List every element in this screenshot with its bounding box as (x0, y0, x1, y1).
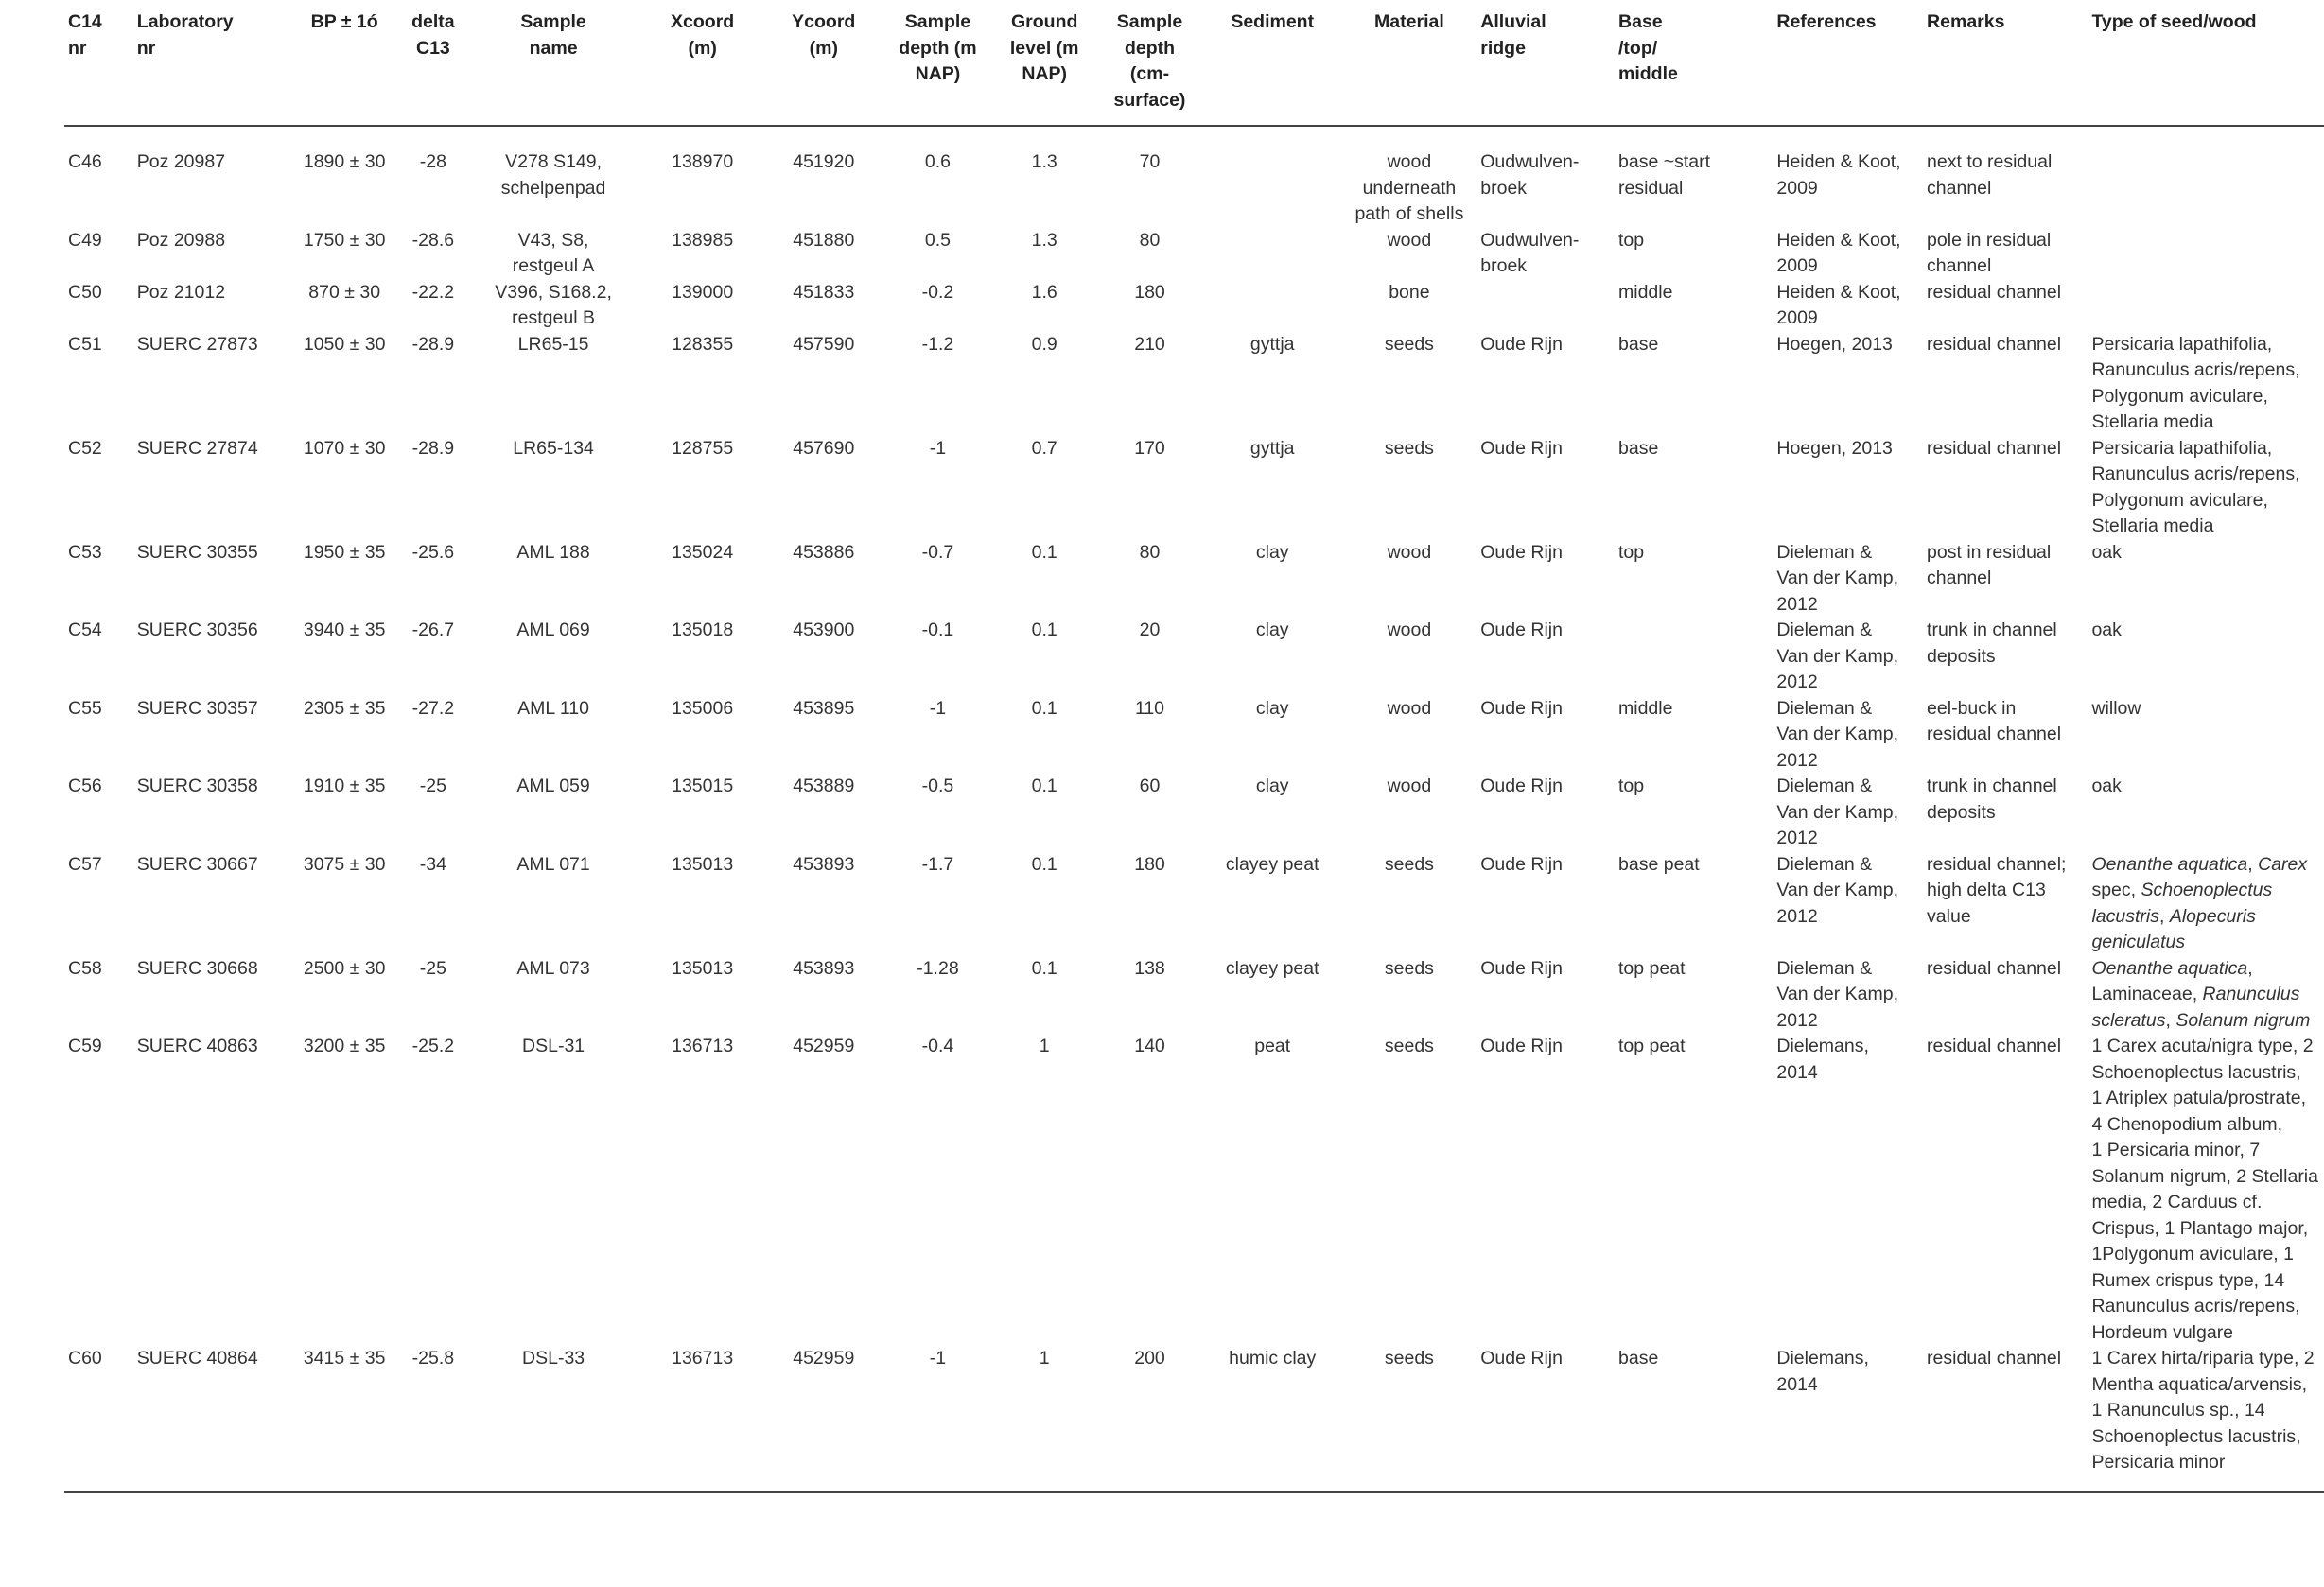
cell-references: Heiden & Koot, 2009 (1776, 281, 1901, 328)
cell-xcoord: 135024 (672, 541, 734, 563)
cell-xcoord: 136713 (672, 1036, 734, 1056)
cell-bp: 1950 ± 35 (303, 541, 386, 563)
cell-c14-nr: C59 (68, 1036, 102, 1056)
cell-ycoord: 453900 (793, 619, 855, 640)
cell-material: wood (1387, 776, 1432, 796)
cell-remarks: pole in residual channel (1927, 229, 2052, 276)
cell-material: wood (1387, 229, 1432, 251)
cell-sample-name: AML 069 (516, 619, 590, 640)
table-row (64, 1034, 2324, 1346)
table-row (64, 956, 2324, 1035)
cell-laboratory-nr: SUERC 27873 (136, 333, 258, 355)
cell-references: Dielemans, 2014 (1773, 1346, 1923, 1492)
cell-type-of-seed-wood (2088, 228, 2324, 280)
cell-laboratory-nr: SUERC 30356 (136, 619, 258, 640)
cell-base-top-middle: top (1618, 541, 1645, 563)
cell-sample-depth-nap: -1.2 (921, 333, 954, 355)
cell-ycoord: 451920 (793, 151, 855, 172)
cell-c14-nr: C50 (68, 281, 102, 303)
cell-alluvial-ridge: Oude Rijn (1480, 957, 1563, 979)
cell-ground-level: 1.3 (1031, 229, 1057, 251)
cell-ycoord: 457690 (793, 437, 855, 459)
cell-base-top-middle: base (1618, 333, 1659, 355)
cell-references: Dieleman & Van der Kamp, 2012 (1776, 853, 1899, 927)
cell-ground-level: 0.1 (1031, 776, 1057, 796)
cell-references: Dieleman & Van der Kamp, 2012 (1776, 697, 1899, 771)
cell-sample-depth-surface: 60 (1139, 776, 1161, 796)
header-sample-depth-surface: Sample depth (cm- surface) (1096, 9, 1203, 126)
header-base-top-middle: Base /top/ middle (1615, 9, 1773, 126)
cell-sample-name: V43, S8, restgeul A (512, 229, 595, 276)
cell-sediment: clayey peat (1225, 853, 1319, 875)
cell-bp: 3200 ± 35 (303, 1036, 386, 1056)
cell-c14-nr: C49 (68, 229, 102, 251)
cell-remarks: residual channel (1927, 957, 2062, 979)
cell-base-top-middle (1615, 618, 1773, 696)
cell-type-of-seed-wood: Persicaria lapathifolia, Ranunculus acris/repens, Polygonum aviculare, Stellaria media (2091, 333, 2300, 432)
cell-delta-c13: -26.7 (411, 619, 455, 640)
cell-references: Dieleman & Van der Kamp, 2012 (1776, 541, 1899, 615)
cell-remarks: residual channel (1927, 333, 2062, 355)
radiocarbon-dates-table (64, 9, 2324, 1493)
cell-remarks: residual channel (1923, 1346, 2088, 1492)
cell-sample-depth-nap: -1.28 (917, 957, 959, 979)
cell-xcoord: 128355 (672, 333, 734, 355)
cell-ground-level: 0.9 (1031, 333, 1057, 355)
cell-c14-nr: C57 (68, 853, 102, 875)
cell-c14-nr: C60 (64, 1346, 133, 1492)
cell-sediment: peat (1254, 1036, 1291, 1056)
cell-alluvial-ridge: Oude Rijn (1480, 853, 1563, 875)
cell-sample-name: AML 071 (516, 853, 590, 875)
cell-delta-c13: -28.9 (411, 333, 455, 355)
header-ground-level: Ground level (m NAP) (992, 9, 1096, 126)
cell-xcoord: 135013 (672, 957, 734, 979)
cell-base-top-middle: top peat (1618, 1036, 1686, 1056)
cell-sample-depth-surface: 20 (1139, 619, 1161, 640)
cell-c14-nr: C54 (68, 619, 102, 640)
cell-sample-name: LR65-15 (517, 333, 589, 355)
cell-ground-level: 1.3 (1031, 151, 1057, 172)
header-c14-nr: C14 nr (64, 9, 133, 126)
header-type-of-seed-wood: Type of seed/wood (2088, 9, 2324, 126)
table-row (64, 126, 2324, 228)
cell-type-of-seed-wood (2088, 126, 2324, 228)
table-row (64, 540, 2324, 619)
cell-remarks: trunk in channel deposits (1927, 776, 2057, 823)
cell-laboratory-nr: SUERC 40863 (136, 1036, 258, 1056)
cell-ground-level: 0.1 (1031, 619, 1057, 640)
cell-laboratory-nr: SUERC 30358 (136, 776, 258, 796)
table-row (64, 332, 2324, 436)
cell-c14-nr: C46 (68, 151, 102, 172)
cell-sample-name: V278 S149, schelpenpad (500, 151, 606, 199)
cell-sediment (1203, 280, 1342, 332)
header-material: Material (1342, 9, 1477, 126)
cell-xcoord: 138970 (672, 151, 734, 172)
cell-ground-level: 1 (992, 1346, 1096, 1492)
cell-bp: 2305 ± 35 (303, 697, 386, 719)
cell-sample-depth-nap: -0.1 (921, 619, 954, 640)
cell-alluvial-ridge: Oude Rijn (1480, 619, 1563, 640)
cell-remarks: residual channel (1927, 437, 2062, 459)
cell-material: wood (1387, 697, 1432, 719)
cell-ground-level: 0.1 (1031, 697, 1057, 719)
cell-delta-c13: -25.6 (411, 541, 455, 563)
cell-sample-depth-surface: 110 (1134, 697, 1165, 719)
cell-laboratory-nr: SUERC 30667 (136, 853, 258, 875)
header-alluvial-ridge: Alluvial ridge (1477, 9, 1615, 126)
cell-remarks: residual channel (1927, 281, 2062, 303)
cell-sample-name: AML 188 (516, 541, 590, 563)
cell-sample-depth-nap: -0.5 (921, 776, 954, 796)
cell-bp: 1910 ± 35 (303, 776, 386, 796)
table-row (64, 774, 2324, 852)
cell-xcoord: 136713 (640, 1346, 764, 1492)
table-row (64, 1346, 2324, 1492)
cell-sample-depth-nap: 0.6 (924, 151, 951, 172)
header-laboratory-nr: Laboratory nr (133, 9, 289, 126)
cell-ycoord: 453893 (793, 957, 855, 979)
cell-ground-level: 0.1 (1031, 957, 1057, 979)
cell-type-of-seed-wood: 1 Carex hirta/riparia type, 2 Mentha aquatica/arvensis, 1 Ranunculus sp., 14 Schoenoplectus lacustris, Persicaria minor (2088, 1346, 2324, 1492)
cell-sediment: gyttja (1249, 333, 1295, 355)
cell-ycoord: 452959 (793, 1036, 855, 1056)
cell-sediment: gyttja (1249, 437, 1295, 459)
cell-ycoord: 452959 (764, 1346, 883, 1492)
cell-ground-level: 0.7 (1031, 437, 1057, 459)
cell-references: Heiden & Koot, 2009 (1776, 151, 1901, 199)
cell-type-of-seed-wood: oak (2091, 776, 2122, 796)
cell-sediment (1203, 228, 1342, 280)
cell-sample-depth-surface: 70 (1139, 151, 1161, 172)
cell-sample-depth-surface: 210 (1134, 333, 1165, 355)
cell-type-of-seed-wood: oak (2091, 541, 2122, 563)
table-header-row (64, 9, 2324, 126)
cell-bp: 3075 ± 30 (303, 853, 386, 875)
cell-delta-c13: -25 (419, 776, 446, 796)
cell-delta-c13: -27.2 (411, 697, 455, 719)
header-remarks: Remarks (1923, 9, 2088, 126)
cell-delta-c13: -28 (419, 151, 446, 172)
cell-delta-c13: -22.2 (411, 281, 455, 303)
cell-material: seeds (1384, 333, 1434, 355)
cell-base-top-middle: base peat (1618, 853, 1700, 875)
cell-ycoord: 453889 (793, 776, 855, 796)
cell-sample-name: AML 110 (517, 697, 590, 719)
cell-alluvial-ridge: Oude Rijn (1480, 697, 1563, 719)
cell-alluvial-ridge: Oudwulven- broek (1480, 229, 1580, 276)
cell-sample-depth-surface: 140 (1134, 1036, 1165, 1056)
cell-laboratory-nr: SUERC 40864 (133, 1346, 289, 1492)
cell-ycoord: 457590 (793, 333, 855, 355)
cell-ycoord: 451833 (793, 281, 855, 303)
cell-sample-depth-nap: 0.5 (924, 229, 951, 251)
cell-base-top-middle: base ~start residual (1618, 151, 1711, 199)
cell-sediment: humic clay (1203, 1346, 1342, 1492)
cell-ground-level: 1.6 (1031, 281, 1057, 303)
cell-sediment: clay (1255, 619, 1289, 640)
header-bp: BP ± 1ó (288, 9, 400, 126)
cell-ground-level: 0.1 (1031, 541, 1057, 563)
cell-base-top-middle: middle (1618, 281, 1673, 303)
cell-xcoord: 135015 (672, 776, 734, 796)
cell-ycoord: 451880 (793, 229, 855, 251)
cell-alluvial-ridge: Oude Rijn (1480, 333, 1563, 355)
cell-base-top-middle: top (1618, 229, 1645, 251)
cell-remarks: trunk in channel deposits (1927, 619, 2057, 667)
cell-bp: 1750 ± 30 (303, 229, 386, 251)
cell-ycoord: 453895 (793, 697, 855, 719)
cell-xcoord: 135018 (672, 619, 734, 640)
cell-laboratory-nr: SUERC 30355 (136, 541, 258, 563)
cell-base-top-middle: base (1615, 1346, 1773, 1492)
cell-remarks: post in residual channel (1927, 541, 2052, 588)
cell-references: Dieleman & Van der Kamp, 2012 (1776, 776, 1899, 848)
cell-base-top-middle: base (1618, 437, 1659, 459)
cell-sediment: clay (1255, 776, 1289, 796)
cell-remarks: next to residual channel (1927, 151, 2053, 199)
cell-references: Dieleman & Van der Kamp, 2012 (1776, 957, 1899, 1031)
cell-sample-name: DSL-31 (522, 1036, 585, 1056)
cell-delta-c13: -25.2 (411, 1036, 455, 1056)
cell-sediment: clay (1255, 697, 1289, 719)
table-row (64, 852, 2324, 956)
cell-delta-c13: -34 (419, 853, 446, 875)
cell-delta-c13: -28.6 (411, 229, 455, 251)
cell-sediment: clayey peat (1225, 957, 1319, 979)
cell-c14-nr: C58 (68, 957, 102, 979)
cell-alluvial-ridge (1477, 280, 1615, 332)
cell-sample-depth-nap: -0.4 (921, 1036, 954, 1056)
cell-alluvial-ridge: Oude Rijn (1480, 1036, 1563, 1056)
cell-xcoord: 135013 (672, 853, 734, 875)
cell-bp: 870 ± 30 (308, 281, 381, 303)
cell-alluvial-ridge: Oude Rijn (1480, 541, 1563, 563)
cell-sample-depth-surface: 180 (1134, 853, 1165, 875)
cell-laboratory-nr: SUERC 27874 (136, 437, 258, 459)
cell-references: Hoegen, 2013 (1776, 333, 1893, 355)
cell-references: Hoegen, 2013 (1776, 437, 1893, 459)
cell-remarks: eel-buck in residual channel (1927, 697, 2062, 744)
cell-alluvial-ridge: Oude Rijn (1480, 437, 1563, 459)
cell-sample-depth-nap: -0.7 (921, 541, 954, 563)
header-references: References (1773, 9, 1923, 126)
cell-sample-name: AML 059 (516, 776, 590, 796)
table-row (64, 696, 2324, 775)
cell-c14-nr: C53 (68, 541, 102, 563)
cell-c14-nr: C56 (68, 776, 102, 796)
cell-sample-depth-nap: -1 (929, 437, 947, 459)
cell-type-of-seed-wood: Persicaria lapathifolia, Ranunculus acris/repens, Polygonum aviculare, Stellaria media (2091, 437, 2300, 536)
cell-material: seeds (1384, 853, 1434, 875)
cell-bp: 1050 ± 30 (303, 333, 386, 355)
header-sample-name: Sample name (466, 9, 641, 126)
cell-sample-depth-nap: -1 (883, 1346, 993, 1492)
cell-laboratory-nr: SUERC 30668 (136, 957, 258, 979)
cell-type-of-seed-wood: Oenanthe aquatica, Carex spec, Schoenoplectus lacustris, Alopecuris geniculatus (2091, 853, 2308, 952)
cell-material: seeds (1384, 957, 1434, 979)
header-ycoord: Ycoord (m) (764, 9, 883, 126)
cell-sample-depth-nap: -1.7 (921, 853, 954, 875)
cell-laboratory-nr: SUERC 30357 (136, 697, 258, 719)
cell-references: Dieleman & Van der Kamp, 2012 (1776, 619, 1899, 692)
cell-c14-nr: C55 (68, 697, 102, 719)
cell-type-of-seed-wood: oak (2091, 619, 2122, 640)
cell-c14-nr: C52 (68, 437, 102, 459)
cell-alluvial-ridge: Oude Rijn (1477, 1346, 1615, 1492)
cell-delta-c13: -28.9 (411, 437, 455, 459)
cell-bp: 3940 ± 35 (303, 619, 386, 640)
table-row (64, 618, 2324, 696)
cell-sample-name: V396, S168.2, restgeul B (495, 281, 612, 328)
cell-bp: 2500 ± 30 (303, 957, 386, 979)
table-row (64, 436, 2324, 540)
cell-sample-depth-surface: 200 (1096, 1346, 1203, 1492)
table-row (64, 228, 2324, 280)
cell-references: Dielemans, 2014 (1776, 1036, 1869, 1083)
cell-alluvial-ridge: Oudwulven- broek (1480, 151, 1580, 199)
cell-base-top-middle: top peat (1618, 957, 1686, 979)
cell-type-of-seed-wood: Oenanthe aquatica, Laminaceae, Ranunculus scleratus, Solanum nigrum (2091, 957, 2311, 1031)
cell-ground-level: 1 (1039, 1036, 1050, 1056)
cell-sample-name: LR65-134 (513, 437, 594, 459)
table-row (64, 280, 2324, 332)
cell-base-top-middle: top (1618, 776, 1645, 796)
cell-sample-depth-surface: 138 (1134, 957, 1165, 979)
cell-bp: 1890 ± 30 (303, 151, 386, 172)
cell-base-top-middle: middle (1618, 697, 1673, 719)
cell-ground-level: 0.1 (1031, 853, 1057, 875)
cell-sample-name: AML 073 (516, 957, 590, 979)
cell-sample-depth-nap: -1 (929, 697, 947, 719)
cell-remarks: residual channel (1927, 1036, 2062, 1056)
cell-material: wood underneath path of shells (1354, 151, 1464, 224)
cell-ycoord: 453893 (793, 853, 855, 875)
cell-alluvial-ridge: Oude Rijn (1480, 776, 1563, 796)
cell-sample-depth-surface: 80 (1139, 229, 1161, 251)
cell-sample-depth-surface: 80 (1139, 541, 1161, 563)
cell-type-of-seed-wood: willow (2091, 697, 2141, 719)
header-delta-c13: delta C13 (400, 9, 466, 126)
cell-bp: 3415 ± 35 (288, 1346, 400, 1492)
cell-laboratory-nr: Poz 21012 (136, 281, 226, 303)
cell-delta-c13: -25.8 (400, 1346, 466, 1492)
cell-material: seeds (1384, 1036, 1434, 1056)
cell-type-of-seed-wood: 1 Carex acuta/nigra type, 2 Schoenoplectus lacustris, 1 Atriplex patula/prostrate, 4 Chenopodium album, 1 Persicaria minor, 7 Solanum nigrum, 2 Stellaria media, 2 Carduus cf. Crispus, 1 Plantago major, 1Polygonum aviculare, 1 Rumex crispus type, 14 Ranunculus acris/repens, Hordeum vulgare (2091, 1036, 2318, 1343)
cell-sediment (1203, 126, 1342, 228)
cell-delta-c13: -25 (419, 957, 446, 979)
cell-sample-name: DSL-33 (466, 1346, 641, 1492)
cell-xcoord: 139000 (672, 281, 734, 303)
cell-material: wood (1387, 541, 1432, 563)
cell-c14-nr: C51 (68, 333, 102, 355)
cell-sediment: clay (1255, 541, 1289, 563)
header-sediment: Sediment (1203, 9, 1342, 126)
cell-ycoord: 453886 (793, 541, 855, 563)
cell-sample-depth-surface: 180 (1134, 281, 1165, 303)
cell-laboratory-nr: Poz 20987 (136, 151, 226, 172)
cell-xcoord: 128755 (672, 437, 734, 459)
cell-xcoord: 135006 (672, 697, 734, 719)
cell-xcoord: 138985 (672, 229, 734, 251)
cell-material: seeds (1384, 437, 1434, 459)
cell-material: bone (1389, 281, 1430, 303)
cell-references: Heiden & Koot, 2009 (1776, 229, 1901, 276)
cell-sample-depth-nap: -0.2 (921, 281, 954, 303)
cell-type-of-seed-wood (2088, 280, 2324, 332)
header-sample-depth-nap: Sample depth (m NAP) (883, 9, 993, 126)
cell-laboratory-nr: Poz 20988 (136, 229, 226, 251)
table-body (64, 126, 2324, 1492)
cell-material: seeds (1342, 1346, 1477, 1492)
cell-bp: 1070 ± 30 (303, 437, 386, 459)
cell-remarks: residual channel; high delta C13 value (1927, 853, 2067, 927)
header-xcoord: Xcoord (m) (640, 9, 764, 126)
cell-material: wood (1387, 619, 1432, 640)
cell-sample-depth-surface: 170 (1134, 437, 1165, 459)
